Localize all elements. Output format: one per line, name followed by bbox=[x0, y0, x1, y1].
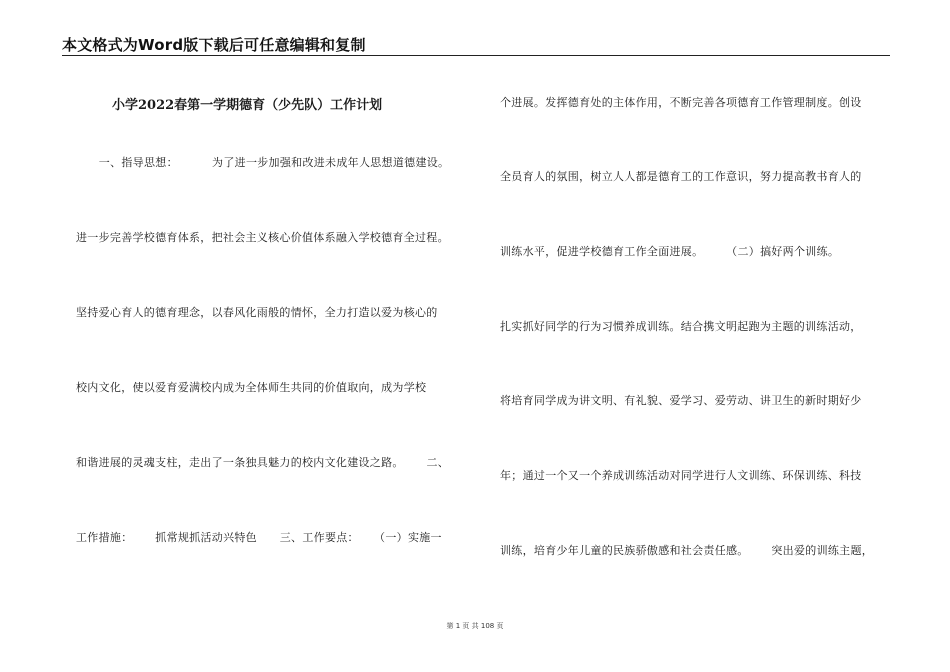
left-line-3: 坚持爱心育人的德育理念，以春风化雨般的情怀，全力打造以爱为核心的 bbox=[76, 306, 438, 319]
left-line-2: 进一步完善学校德育体系，把社会主义核心价值体系融入学校德育全过程。 bbox=[76, 231, 449, 244]
right-line-1: 个进展。发挥德育处的主体作用，不断完善各项德育工作管理制度。创设 bbox=[500, 96, 862, 109]
right-line-5: 将培育同学成为讲文明、有礼貌、爱学习、爱劳动、讲卫生的新时期好少 bbox=[500, 394, 862, 407]
right-line-7: 训练，培育少年儿童的民族骄傲感和社会责任感。 突出爱的训练主题， bbox=[500, 544, 874, 557]
document-banner: 本文格式为Word版下载后可任意编辑和复制 bbox=[62, 36, 366, 54]
right-line-4: 扎实抓好同学的行为习惯养成训练。结合携文明起跑为主题的训练活动， bbox=[500, 320, 862, 333]
right-line-6: 年；通过一个又一个养成训练活动对同学进行人文训练、环保训练、科技 bbox=[500, 469, 862, 482]
right-line-2: 全员育人的氛围，树立人人都是德育工的工作意识，努力提高教书育人的 bbox=[500, 170, 862, 183]
left-line-5: 和谐进展的灵魂支柱，走出了一条独具魅力的校内文化建设之路。 二、 bbox=[76, 456, 450, 469]
document-title: 小学2022春第一学期德育（少先队）工作计划 bbox=[112, 98, 383, 113]
right-line-3: 训练水平，促进学校德育工作全面进展。 （二）搞好两个训练。 bbox=[500, 245, 840, 258]
left-line-6: 工作措施： 抓常规抓活动兴特色 三、工作要点： （一）实施一 bbox=[76, 531, 442, 544]
banner-divider bbox=[62, 55, 890, 56]
left-line-4: 校内文化，使以爱育爱满校内成为全体师生共同的价值取向，成为学校 bbox=[76, 381, 427, 394]
page-number-footer: 第 1 页 共 108 页 bbox=[446, 622, 504, 630]
left-line-1: 一、指导思想： 为了进一步加强和改进未成年人思想道德建设。 bbox=[76, 156, 450, 169]
